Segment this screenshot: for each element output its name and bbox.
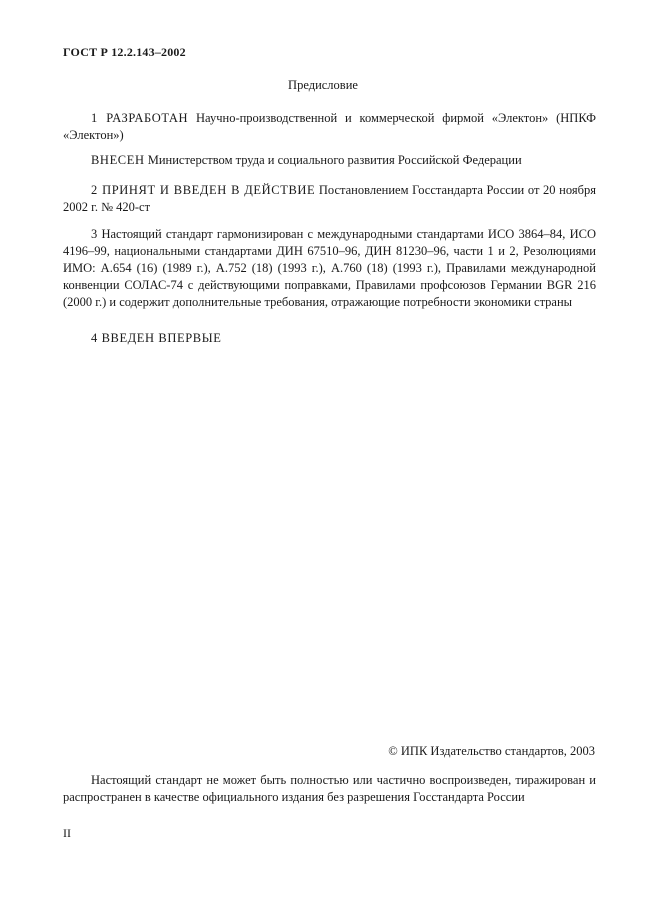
item-adopted	[63, 182, 596, 216]
section-title: Предисловие	[288, 78, 358, 92]
item-developed	[63, 110, 596, 144]
item-first-introduced-lead: 4 ВВЕДЕН ВПЕРВЫЕ	[91, 331, 222, 345]
reproduction-notice: Настоящий стандарт не может быть полностью или частично воспроизведен, тиражирован и распространен в качестве официального издания без разрешения Госстандарта России	[63, 773, 596, 804]
page-number: II	[63, 826, 71, 840]
item-adopted-lead: 2 ПРИНЯТ И ВВЕДЕН В ДЕЙСТВИЕ	[91, 183, 316, 197]
item-introduced-lead: ВНЕСЕН	[91, 153, 145, 167]
item-adopted-text: Постановлением Госстандарта России от 20 ноября 2002 г. № 420-ст	[63, 183, 596, 214]
copyright-line: © ИПК Издательство стандартов, 2003	[388, 744, 595, 758]
item-harmonized: 3 Настоящий стандарт гармонизирован с международными стандартами ИСО 3864–84, ИСО 4196–99, национальными стандартами ДИН 67510–96, ДИН 81230–96, части 1 и 2, Резолюциями ИМО: А.654 (16) (1989 г.), А.752 (18) (1993 г.), А.760 (18) (1993 г.), Правилами международной конвенции СОЛАС-74 с действующими поправками, Правилами профсоюзов Германии BGR 216 (2000 г.) и содержит дополнительные требования, отражающие потребности экономики страны	[63, 227, 596, 309]
item-developed-text: Научно-производственной и коммерческой фирмой «Электон» (НПКФ «Электон»)	[63, 111, 596, 142]
item-introduced-text: Министерством труда и социального развития Российской Федерации	[144, 153, 522, 167]
item-developed-lead: 1 РАЗРАБОТАН	[91, 111, 189, 125]
item-first-introduced	[63, 330, 596, 347]
standard-code: ГОСТ Р 12.2.143–2002	[63, 45, 186, 59]
item-introduced	[63, 152, 596, 169]
